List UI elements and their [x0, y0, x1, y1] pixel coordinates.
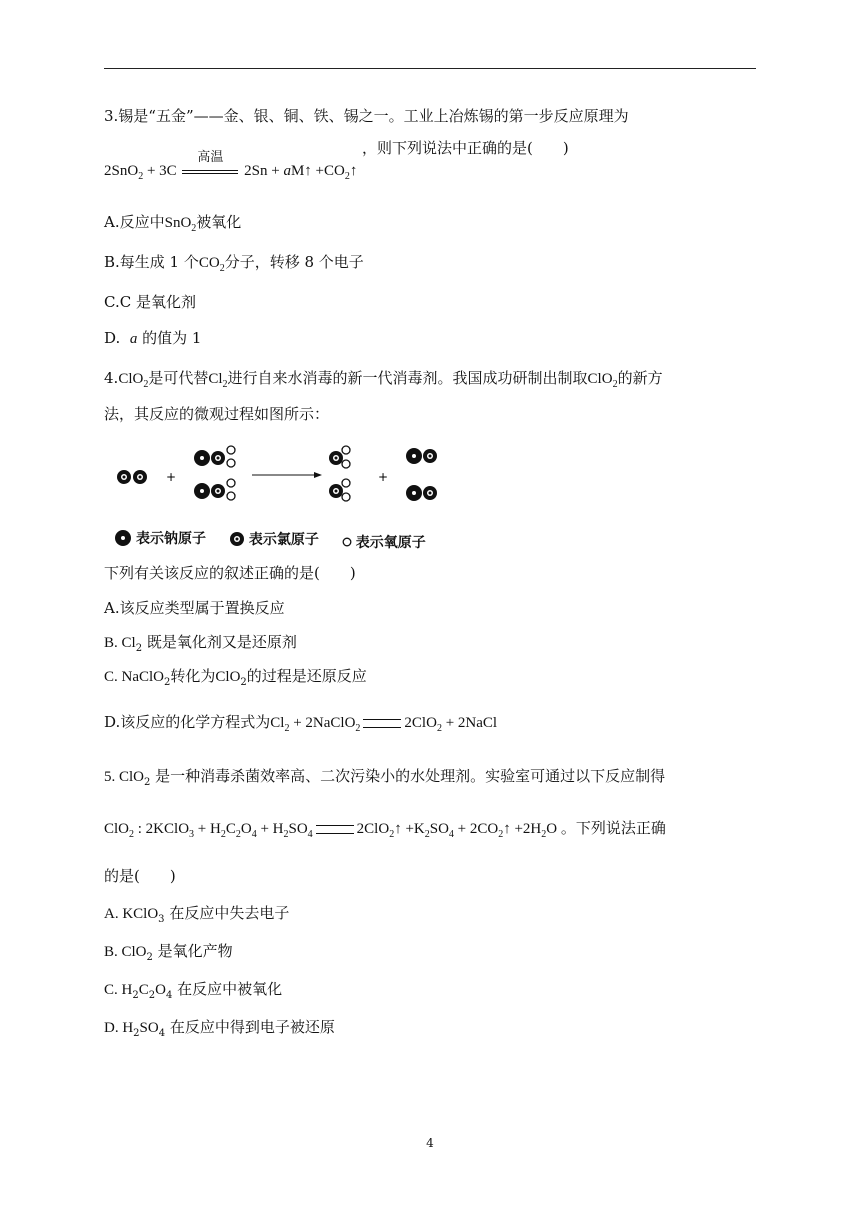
- oxygen-atom-icon: [342, 537, 352, 547]
- sodium-atom-icon: [114, 529, 132, 547]
- q5-option-c: C. $H_2C_2O_4$ 在反应中被氧化: [104, 980, 283, 1001]
- q3-eq-arrow: ↑: [349, 163, 358, 179]
- q4-option-a: A.该反应类型属于置换反应: [104, 599, 285, 617]
- q3-opt-a-formula: SnO$_2$: [164, 215, 197, 234]
- q5-stem-line3: 的是( ): [104, 867, 176, 885]
- q4-stem-line1: 4.ClO$_2$是可代替$Cl_2$进行自来水消毒的新一代消毒剂。我国成功研制出制取ClO$_2$的新方: [104, 369, 663, 390]
- diagram-legend: [114, 528, 444, 552]
- q5-option-d: D. $H_2SO_4$ 在反应中得到电子被还原: [104, 1018, 335, 1039]
- legend-chlorine: 表示氯原子: [229, 529, 319, 549]
- q4-option-d: D.该反应的化学方程式为$Cl_2$ + 2NaClO$_2$ 2ClO$_2$ + 2NaCl: [104, 713, 498, 734]
- legend-sodium: 表示钠原子: [114, 528, 206, 548]
- reaction-arrow: [252, 472, 322, 478]
- reaction-micro-diagram: [104, 436, 464, 516]
- q4-question-stem: 下列有关该反应的叙述正确的是( ): [104, 564, 356, 582]
- chlorine-atom-icon: [229, 531, 245, 547]
- plus-sign-2: +: [378, 470, 389, 484]
- q3-option-d: D. a 的值为 1: [104, 329, 202, 347]
- q3-eq-lhs2: + 3C: [143, 163, 177, 179]
- legend-oxygen: 表示氧原子: [342, 532, 426, 552]
- q5-option-b: B. ClO$_2$ 是氧化产物: [104, 942, 233, 963]
- header-rule: [104, 68, 756, 69]
- q3-stem-line2: ，则下列说法中正确的是( ): [362, 139, 569, 157]
- q4-option-b: B. $Cl_2$ 既是氧化剂又是还原剂: [104, 633, 297, 654]
- q5-stem-line1: 5. ClO$_2$ 是一种消毒杀菌效率高、二次污染小的水处理剂。实验室可通过以下反应制得: [104, 767, 666, 788]
- nacl-molecule-1: [406, 448, 437, 464]
- q4-option-c: C. NaClO$_2$转化为ClO$_2$的过程是还原反应: [104, 667, 367, 688]
- q3-condition-label: 高温: [197, 148, 224, 164]
- nacl-molecule-2: [406, 485, 437, 501]
- q3-eq-rhs1: 2Sn +: [244, 163, 284, 179]
- q3-opt-b-formula: $CO_2$: [198, 255, 225, 274]
- page-number: 4: [426, 1136, 434, 1150]
- q3-eq-rhs2: M↑ +CO: [290, 163, 345, 179]
- cl2-molecule: [117, 470, 147, 484]
- q3-reaction-condition: [182, 148, 238, 179]
- q3-option-c: C.C 是氧化剂: [104, 293, 196, 311]
- q3-option-b: B.每生成 1 个$CO_2$分子，转移 8 个电子: [104, 253, 364, 274]
- q5-equation-line: ClO$_2$ : 2KClO$_3$ + $H_2C_2O_4 + H_2SO_4$ 2ClO$_2$↑ $+K_2SO_4$ + $2CO_2↑ +2H_2O$ 。下列说法正确: [104, 819, 666, 840]
- q3-eq-lhs: 2SnO: [104, 163, 139, 179]
- q4-stem-line2: 法，其反应的微观过程如图所示：: [104, 405, 330, 423]
- clo2-molecule-2: [329, 479, 350, 501]
- q3-option-a: A.反应中SnO$_2$被氧化: [104, 213, 242, 234]
- plus-sign-1: +: [166, 470, 177, 484]
- clo2-molecule-1: [329, 446, 350, 468]
- naclo2-molecule-1: [194, 446, 235, 467]
- naclo2-molecule-2: [194, 479, 235, 500]
- q3-eq-a: a: [283, 163, 291, 179]
- q3-stem-line1: 3.锡是“五金”——金、银、铜、铁、锡之一。工业上冶炼锡的第一步反应原理为: [104, 107, 629, 125]
- q5-option-a: A. KClO$_3$ 在反应中失去电子: [104, 904, 290, 925]
- q3-equation-line: 2SnO$_2$ + 3C 高温 2Sn + aM↑ $+CO_2↑$: [104, 148, 358, 182]
